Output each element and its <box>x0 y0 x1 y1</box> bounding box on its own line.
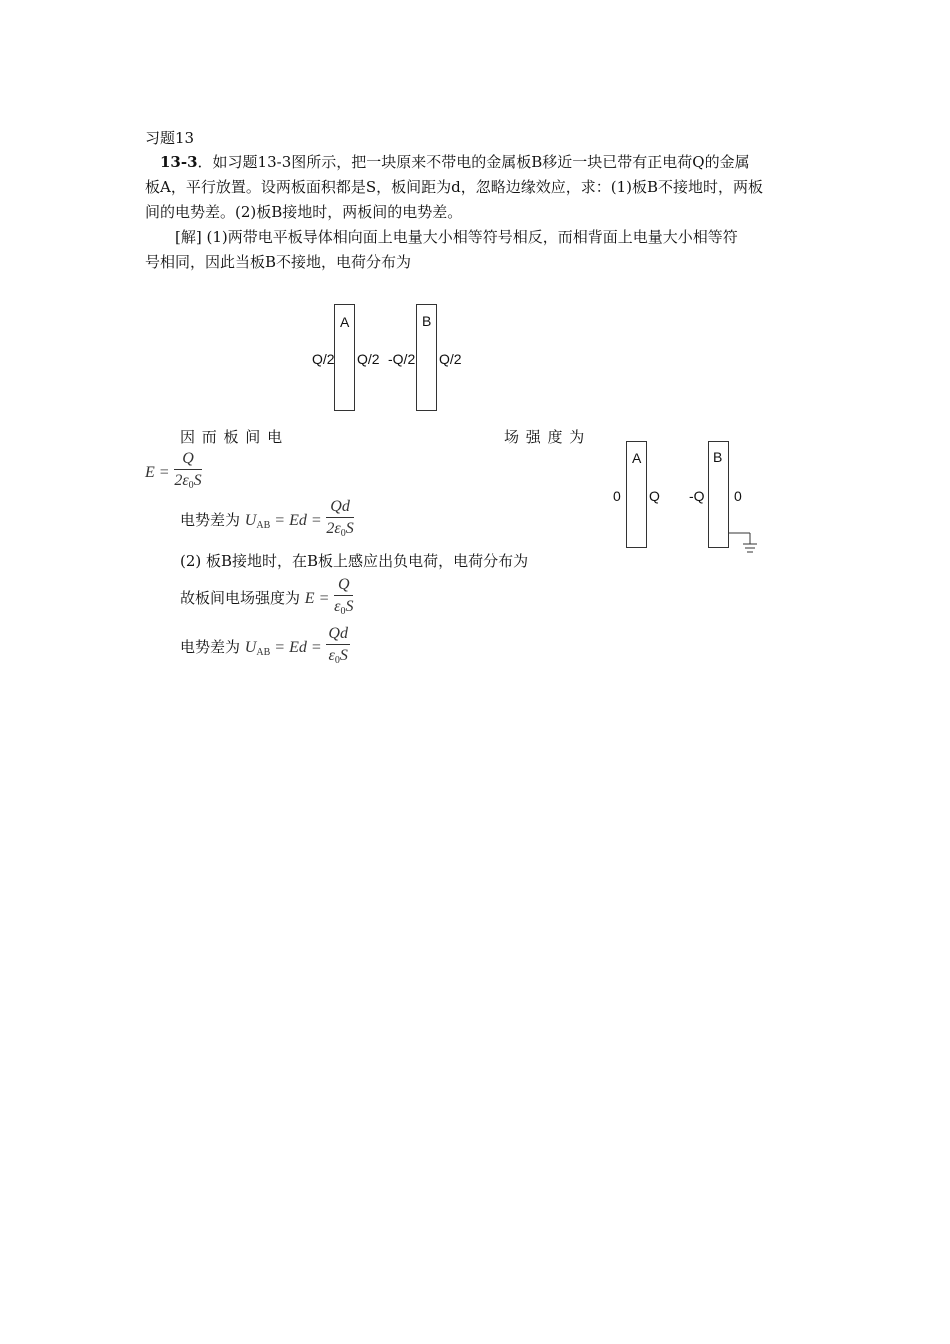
part2-text: (2) 板B接地时，在B板上感应出负电荷，电荷分布为 <box>180 552 529 570</box>
equation-field-1 <box>145 449 202 497</box>
charge-b-right: Q/2 <box>439 351 462 367</box>
problem-line-1: ．如习题13-3图所示，把一块原来不带电的金属板B移近一块已带有正电荷Q的金属 <box>197 153 750 171</box>
pd2-lhs: $U_{AB} = Ed$ = <box>244 639 322 658</box>
ground-icon <box>725 528 765 558</box>
plate-b-label: B <box>422 313 432 329</box>
charge-a-left: Q/2 <box>312 351 335 367</box>
charge-b-left: -Q/2 <box>388 351 416 367</box>
pd2-denominator: $\varepsilon_0S$ <box>328 647 348 666</box>
pd2-fraction <box>326 624 350 672</box>
eq1-fraction <box>174 449 201 497</box>
pd2-prefix: 电势差为 <box>180 638 241 656</box>
solution-line-2: 号相同，因此当板B不接地，电荷分布为 <box>145 253 412 271</box>
equation-field-2 <box>180 575 353 623</box>
plate-a-label: A <box>632 450 642 466</box>
problem-statement <box>145 150 807 225</box>
problem-line-2: 板A，平行放置。设两板面积都是S，板间距为d，忽略边缘效应，求：(1)板B不接地时，两板 <box>145 178 763 196</box>
charge-b-right: 0 <box>734 488 742 504</box>
field-text-left: 因 而 板 间 电 <box>180 428 284 446</box>
solution-intro <box>145 225 807 275</box>
charge-a-right: Q/2 <box>357 351 380 367</box>
pd1-lhs: $U_{AB} = Ed$ = <box>244 512 322 531</box>
eq2-denominator: $\varepsilon_0S$ <box>334 598 354 617</box>
eq2-lhs: E = <box>304 590 330 607</box>
eq1-lhs: E = <box>145 464 170 481</box>
field-text-right: 场 强 度 为 <box>504 428 586 446</box>
page-heading: 习题13 <box>145 129 195 147</box>
eq2-numerator: Q <box>334 575 353 596</box>
plate-a-label: A <box>340 314 350 330</box>
charge-a-left: 0 <box>613 488 621 504</box>
problem-line-3: 间的电势差。(2)板B接地时，两板间的电势差。 <box>145 203 463 221</box>
charge-a-right: Q <box>649 488 660 504</box>
pd1-denominator: $2\varepsilon_0S$ <box>326 520 354 539</box>
eq1-numerator: Q <box>174 449 201 470</box>
problem-number: 13-3 <box>160 153 198 171</box>
equation-potential-1 <box>180 497 354 545</box>
pd1-prefix: 电势差为 <box>180 511 241 529</box>
pd1-numerator: Qd <box>326 497 353 518</box>
pd1-fraction <box>326 497 353 545</box>
plate-b-label: B <box>713 449 723 465</box>
solution-line-1: [解] (1)两带电平板导体相向面上电量大小相等符号相反，而相背面上电量大小相等符 <box>175 228 738 246</box>
field2-prefix: 故板间电场强度为 <box>180 589 301 607</box>
equation-potential-2 <box>180 624 350 672</box>
pd2-numerator: Qd <box>326 624 350 645</box>
charge-b-left: -Q <box>689 488 705 504</box>
eq1-denominator: $2\varepsilon_0S$ <box>174 472 202 491</box>
eq2-fraction <box>334 575 353 623</box>
